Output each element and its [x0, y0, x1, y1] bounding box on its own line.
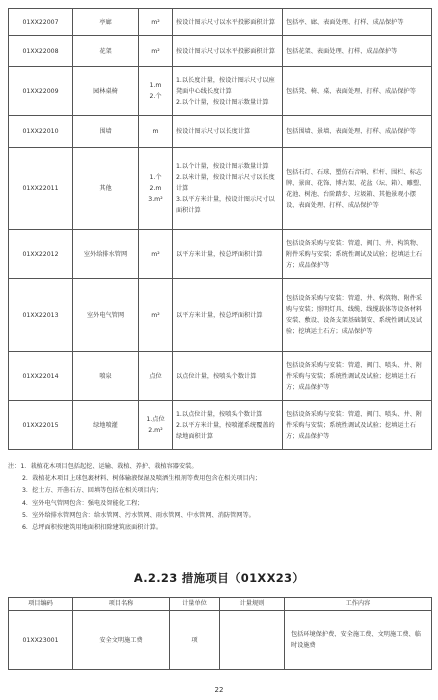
item-unit: m — [139, 116, 173, 148]
note-line: 4．室外电气管网包含：强电及智能化工程； — [22, 499, 144, 507]
item-name: 亭廊 — [73, 9, 139, 36]
page-number: 22 — [214, 686, 224, 694]
item-rule: 按设计图示尺寸以长度计算 — [173, 116, 283, 148]
item-unit: 1.点位 2.m² — [139, 401, 173, 450]
item-content: 包括围墙、景墙、表面处理、打样、成品保护等 — [283, 116, 432, 148]
item-unit: 点位 — [139, 352, 173, 401]
item-content: 包括石灯、石球、塑仿石音响、栏杆、围栏、标志牌、景窗、花饰、博古架、花盆（坛、箱）、雕塑、花池、树池、台阶踏步、垃圾箱、其他景观小摆设、表面处理、打样、成品保护等 — [283, 148, 432, 230]
table-row — [9, 36, 432, 67]
item-code: 01XX22010 — [9, 116, 73, 148]
item-rule: 1.以点位计量，按喷头个数计算 2.以平方米计量，按喷灌系统覆盖的绿地面积计算 — [173, 401, 283, 450]
item-code: 01XX22014 — [9, 352, 73, 401]
item-code: 01XX22011 — [9, 148, 73, 230]
item-unit: 1.m 2.个 — [139, 67, 173, 116]
note-line: 5．室外给排水管网包含：给水管网、污水管网、雨水管网、中水管网、消防管网等。 — [22, 511, 255, 519]
table-row — [9, 9, 432, 36]
item-content: 包括亭、廊、表面处理、打样、成品保护等 — [283, 9, 432, 36]
table-row — [9, 352, 432, 401]
item-name: 绿地喷灌 — [73, 401, 139, 450]
item-unit: m² — [139, 9, 173, 36]
note-line: 3．挖土方、开凿石方、回填等包括在相关项目内； — [22, 487, 163, 495]
item-code: 01XX23001 — [9, 611, 73, 670]
header-code: 项目编码 — [9, 598, 73, 611]
item-name: 喷泉 — [73, 352, 139, 401]
item-rule: 1.以长度计量，按设计图示尺寸以座凳面中心线长度计算 2.以个计量，按设计图示数量计算 — [173, 67, 283, 116]
header-unit: 计量单位 — [170, 598, 220, 611]
item-unit: 1.个 2.m 3.m² — [139, 148, 173, 230]
item-content: 包括设备采购与安装：管道、井、构筑物、附件采购与安装；照明灯具、线缆、线缆载体等设备材料安装、敷设、设备支架基础制安、系统性调试及试验；挖填运土石方；成品保护等 — [283, 279, 432, 352]
item-name: 花架 — [73, 36, 139, 67]
table-row — [9, 401, 432, 450]
note-line: 6．总坪面积按建筑用地面积扣除建筑底面积计算。 — [22, 524, 163, 532]
measure-items-table — [8, 597, 432, 670]
table-row — [9, 279, 432, 352]
item-content: 包括环境保护费、安全施工费、文明施工费、临时设施费 — [285, 611, 432, 670]
item-unit: m² — [139, 279, 173, 352]
item-rule: 以点位计量，按喷头个数计算 — [173, 352, 283, 401]
item-rule: 按设计图示尺寸以水平投影面积计算 — [173, 36, 283, 67]
header-content: 工作内容 — [285, 598, 432, 611]
item-name: 室外给排水管网 — [73, 230, 139, 279]
item-rule — [220, 611, 285, 670]
note-line: 注：1．栽植花木项目包括起挖、运输、栽植、养护、栽植容器安装。 — [8, 463, 198, 470]
item-content: 包括设备采购与安装：管道、阀门、喷头、井、附件采购与安装；系统性调试及试验；挖填运土石方；成品保护等 — [283, 401, 432, 450]
header-name: 项目名称 — [73, 598, 170, 611]
item-code: 01XX22009 — [9, 67, 73, 116]
item-content: 包括设备采购与安装：管道、阀门、井、构筑物、附件采购与安装；系统性调试及试验；挖填运土石方；成品保护等 — [283, 230, 432, 279]
table-row — [9, 230, 432, 279]
item-rule: 以平方米计量，按总坪面积计算 — [173, 230, 283, 279]
item-code: 01XX22012 — [9, 230, 73, 279]
item-content: 包括设备采购与安装：管道、阀门、喷头、井、附件采购与安装；系统性调试及试验；挖填运土石方；成品保护等 — [283, 352, 432, 401]
item-name: 安全文明施工费 — [73, 611, 170, 670]
table-row — [9, 67, 432, 116]
item-rule: 1.以个计量，按设计图示数量计算 2.以米计量，按设计图示尺寸以长度计算 3.以平方米计量，按设计图示尺寸以面积计算 — [173, 148, 283, 230]
item-code: 01XX22008 — [9, 36, 73, 67]
item-name: 围墙 — [73, 116, 139, 148]
item-code: 01XX22007 — [9, 9, 73, 36]
item-name: 园林桌椅 — [73, 67, 139, 116]
item-rule: 以平方米计量，按总坪面积计算 — [173, 279, 283, 352]
table-row — [9, 148, 432, 230]
table-header-row — [9, 598, 432, 611]
item-rule: 按设计图示尺寸以水平投影面积计算 — [173, 9, 283, 36]
table-row — [9, 116, 432, 148]
item-code: 01XX22013 — [9, 279, 73, 352]
item-name: 其他 — [73, 148, 139, 230]
note-line: 2．栽植花木项目上球包裹材料、树体输液保湿及喷洒生根剂等费用包含在相关项目内； — [22, 475, 262, 483]
item-unit: 项 — [170, 611, 220, 670]
item-code: 01XX22015 — [9, 401, 73, 450]
bill-items-table — [8, 8, 432, 450]
item-name: 室外电气管网 — [73, 279, 139, 352]
item-unit: m² — [139, 230, 173, 279]
item-content: 包括花架、表面处理、打样、成品保护等 — [283, 36, 432, 67]
header-rule: 计量规则 — [220, 598, 285, 611]
item-content: 包括凳、椅、桌、表面处理、打样、成品保护等 — [283, 67, 432, 116]
item-unit: m² — [139, 36, 173, 67]
section-title: A.2.23 措施项目（01XX23） — [133, 571, 305, 585]
table-notes — [8, 461, 431, 534]
table-row — [9, 611, 432, 670]
